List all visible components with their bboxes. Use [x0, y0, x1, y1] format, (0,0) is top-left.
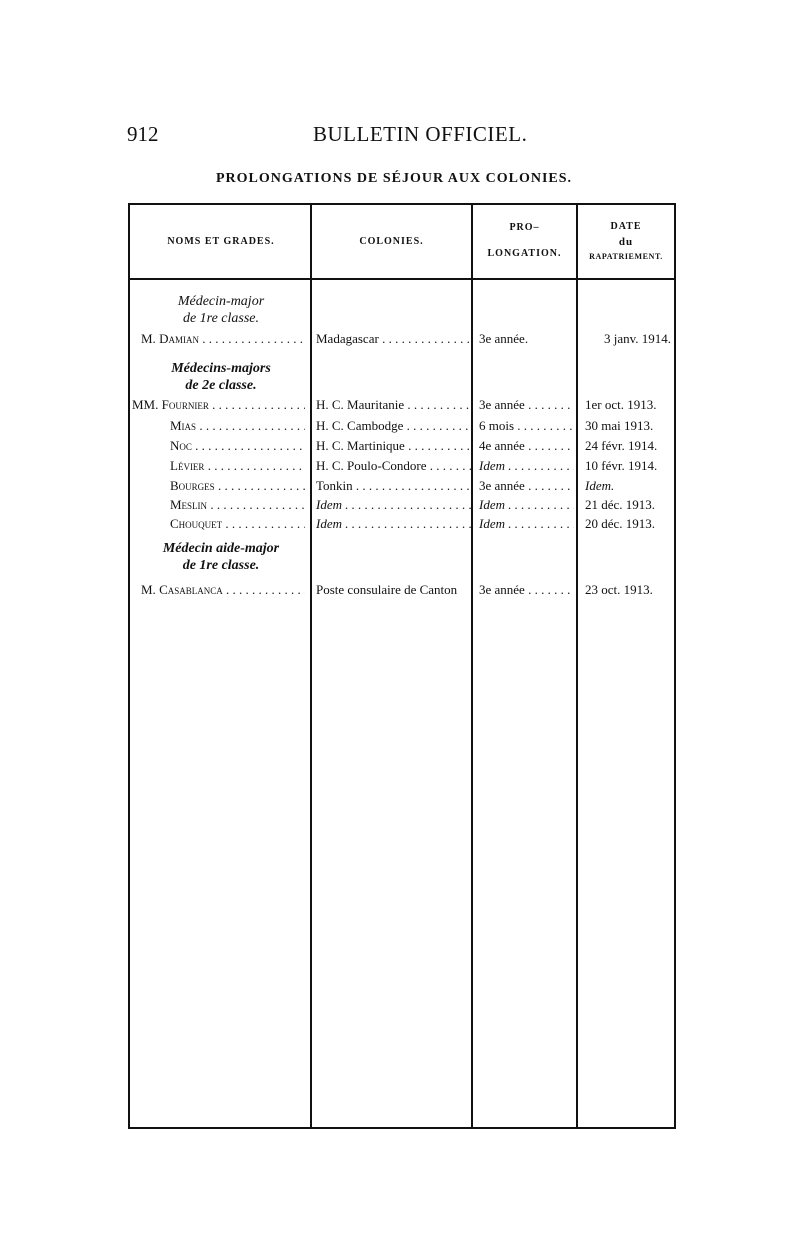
colonie: Poste consulaire de Canton	[316, 582, 458, 597]
prolongation: Idem . . .	[479, 497, 574, 513]
section-heading: de 1re classe.	[182, 311, 260, 326]
name: Meslin . . .	[170, 497, 305, 512]
header-names: NOMS ET GRADES.	[167, 236, 275, 247]
table-title: PROLONGATIONS DE SÉJOUR AUX COLONIES.	[215, 171, 573, 186]
date-rapatriement: 3 janv. 1914.	[603, 331, 671, 346]
colonie: Madagascar . . .	[316, 331, 472, 347]
prolongation: 3e année . . .	[479, 397, 574, 413]
date-rapatriement: 23 oct. 1913.	[585, 582, 653, 597]
name-prefix: MM.	[132, 397, 159, 412]
header-prolongation-2: LONGATION.	[487, 248, 562, 259]
name: Casablanca . . .	[159, 582, 305, 597]
table-row-name	[170, 516, 305, 532]
colonie: H. C. Mauritanie . . .	[316, 397, 472, 413]
header-date-3: RAPATRIEMENT.	[589, 252, 663, 261]
section-heading: Médecins-majors	[171, 361, 271, 376]
column-divider	[310, 205, 312, 1127]
colonie: Idem . . .	[316, 497, 472, 513]
table-row-name	[170, 418, 305, 434]
date-rapatriement: 20 déc. 1913.	[585, 516, 656, 531]
table-row-name	[141, 331, 305, 347]
table-row-name	[170, 438, 305, 454]
date-rapatriement: 21 déc. 1913.	[585, 497, 656, 512]
date-rapatriement: 30 mai 1913.	[585, 418, 654, 433]
name: Bourges . . .	[170, 478, 305, 493]
section-heading: de 2e classe.	[185, 378, 257, 393]
colonie: Tonkin . . .	[316, 478, 472, 494]
colonie: H. C. Poulo-Condore . . .	[316, 458, 472, 474]
prolongation: 4e année . . .	[479, 438, 574, 454]
name: Chouquet . . .	[170, 516, 305, 531]
prolongation: 6 mois . . .	[479, 418, 574, 434]
table-row-name	[170, 478, 305, 494]
header-prolongation-1: PRO–	[509, 222, 540, 233]
name: Mias . . .	[170, 418, 305, 433]
running-title: BULLETIN OFFICIEL.	[313, 122, 528, 146]
prolongation: Idem . . .	[479, 516, 574, 532]
date-rapatriement: Idem.	[585, 478, 615, 493]
date-rapatriement: 1er oct. 1913.	[585, 397, 657, 412]
section-heading: Médecin aide-major	[162, 541, 280, 556]
table-row-name	[170, 497, 305, 513]
name: Noc . . .	[170, 438, 305, 453]
name: Fournier . . .	[162, 397, 305, 412]
prolongation: 3e année.	[479, 331, 529, 346]
name-prefix: M.	[141, 331, 156, 346]
table-row-name	[170, 458, 305, 474]
name: Damian . . .	[159, 331, 305, 346]
page-number: 912	[127, 122, 159, 146]
colonie: H. C. Cambodge . . .	[316, 418, 472, 434]
table-row-name	[132, 397, 305, 413]
colonie: Idem . . .	[316, 516, 472, 532]
prolongation: 3e année . . .	[479, 582, 574, 598]
colonie: H. C. Martinique . . .	[316, 438, 472, 454]
name: Lévier . . .	[170, 458, 305, 473]
prolongation: Idem . . .	[479, 458, 574, 474]
section-heading: de 1re classe.	[182, 558, 260, 573]
date-rapatriement: 24 févr. 1914.	[585, 438, 658, 453]
table-row-name	[141, 582, 305, 598]
column-divider	[576, 205, 578, 1127]
header-date-1: DATE	[610, 221, 642, 232]
header-date-2: du	[618, 236, 634, 248]
header-rule	[130, 278, 674, 280]
prolongation: 3e année . . .	[479, 478, 574, 494]
section-heading: Médecin-major	[177, 294, 265, 309]
name-prefix: M.	[141, 582, 156, 597]
date-rapatriement: 10 févr. 1914.	[585, 458, 658, 473]
header-colonies: COLONIES.	[359, 236, 424, 247]
